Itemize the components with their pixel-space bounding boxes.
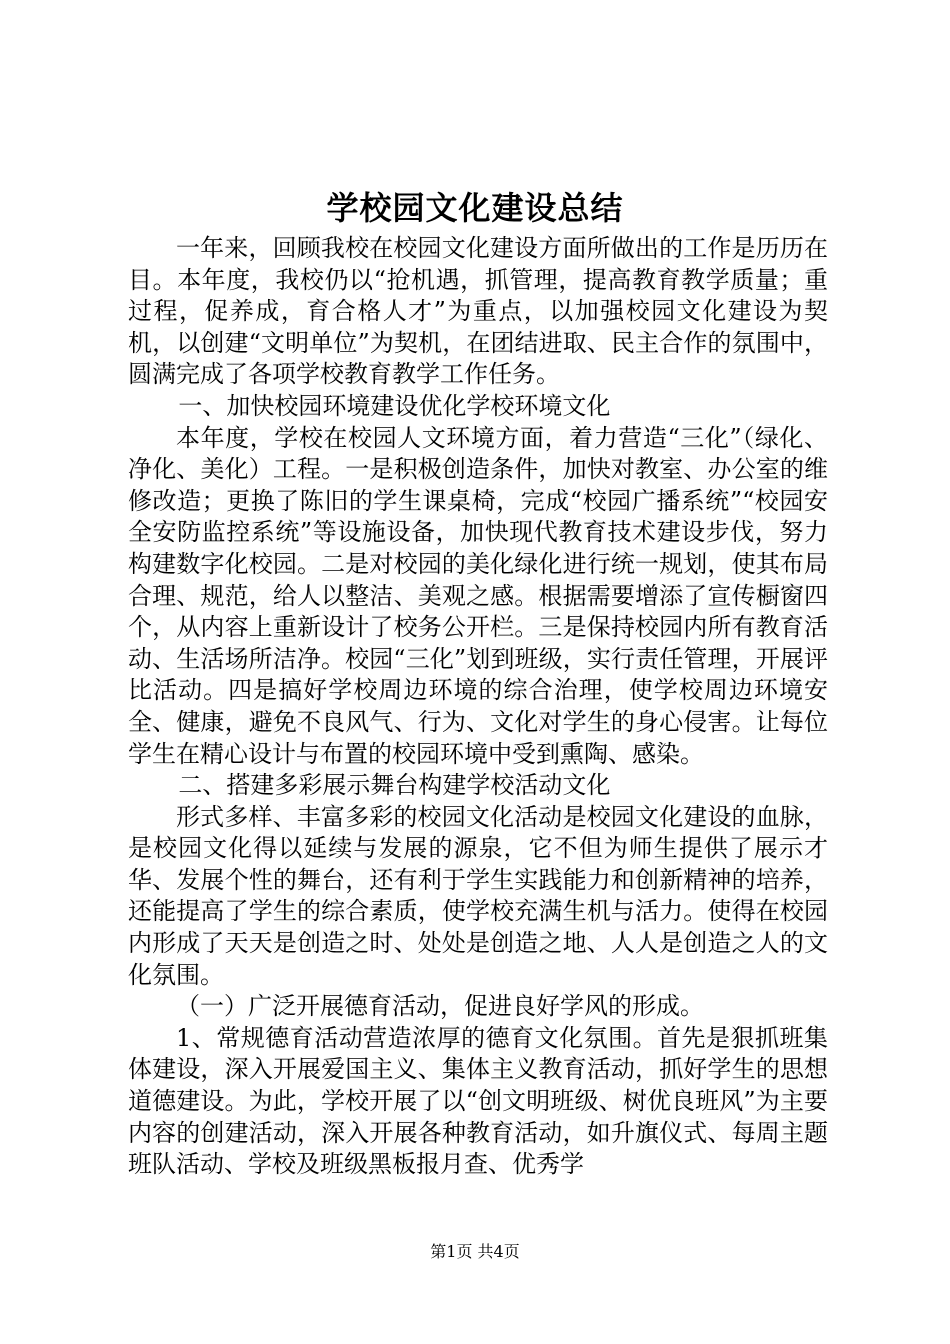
section-1-paragraph: 本年度，学校在校园人文环境方面，着力营造“三化”（绿化、净化、美化）工程。一是积极创造条件，加快对教室、办公室的维修改造；更换了陈旧的学生课桌椅，完成“校园广播系统”“校园安全安防监控系统”等设施设备，加快现代教育技术建设步伐，努力构建数字化校园。二是对校园的美化绿化进行统一规划，使其布局合理、规范，给人以整洁、美观之感。根据需要增添了宣传橱窗四个，从内容上重新设计了校务公开栏。三是保持校园内所有教育活动、生活场所洁净。校园“三化”划到班级，实行责任管理，开展评比活动。四是搞好学校周边环境的综合治理，使学校周边环境安全、健康，避免不良风气、行为、文化对学生的身心侵害。让每位学生在精心设计与布置的校园环境中受到熏陶、感染。 [128,423,828,768]
section-heading-2: 二、搭建多彩展示舞台构建学校活动文化 [178,771,611,800]
page-number-footer: 第1页 共4页 [430,1242,520,1261]
intro-paragraph: 一年来，回顾我校在校园文化建设方面所做出的工作是历历在目。本年度，我校仍以“抢机遇，抓管理，提高教育教学质量；重过程，促养成，育合格人才”为重点，以加强校园文化建设为契机，以创建“文明单位”为契机，在团结进取、民主合作的氛围中，圆满完成了各项学校教育教学工作任务。 [128,234,828,389]
document-title: 学校园文化建设总结 [326,189,624,227]
subsection-1-paragraph: 1、常规德育活动营造浓厚的德育文化氛围。首先是狠抓班集体建设，深入开展爱国主义、集体主义教育活动，抓好学生的思想道德建设。为此，学校开展了以“创文明班级、树优良班风”为主要内容的创建活动，深入开展各种教育活动，如升旗仪式、每周主题班队活动、学校及班级黑板报月查、优秀学 [128,1023,828,1179]
document-body [128,233,828,1181]
section-2-paragraph: 形式多样、丰富多彩的校园文化活动是校园文化建设的血脉，是校园文化得以延续与发展的源泉，它不但为师生提供了展示才华、发展个性的舞台，还有利于学生实践能力和创新精神的培养，还能提高了学生的综合素质，使学校充满生机与活力。使得在校园内形成了天天是创造之时、处处是创造之地、人人是创造之人的文化氛围。 [128,802,828,989]
section-heading-1: 一、加快校园环境建设优化学校环境文化 [178,391,611,420]
subsection-heading-1: （一）广泛开展德育活动，促进良好学风的形成。 [176,992,704,1021]
